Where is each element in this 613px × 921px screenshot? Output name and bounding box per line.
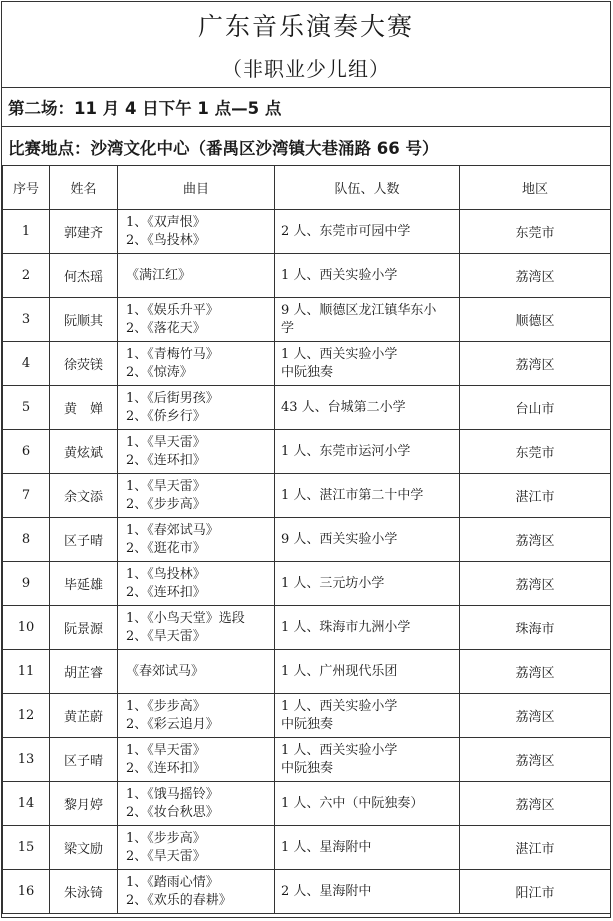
- repertoire-cell: [118, 606, 275, 650]
- table-row: [3, 650, 611, 694]
- performer-name: 何杰瑶: [50, 254, 118, 298]
- team-line: 9 人、顺德区龙江镇华东小: [281, 302, 437, 318]
- region-cell: 珠海市: [460, 606, 611, 650]
- table-row: [3, 210, 611, 254]
- repertoire-cell: [118, 562, 275, 606]
- table-body: [3, 210, 611, 914]
- repertoire-cell: [118, 518, 275, 562]
- repertoire-line: 1、《鸟投林》: [126, 566, 206, 582]
- region-cell: 阳江市: [460, 870, 611, 914]
- table-header-row: [3, 166, 611, 210]
- team-line: 1 人、西关实验小学: [281, 346, 398, 362]
- performer-name: 黄芷蔚: [50, 694, 118, 738]
- row-number: 4: [3, 342, 50, 386]
- repertoire-line: 1、《后街男孩》: [126, 390, 219, 406]
- repertoire-line: 1、《步步高》: [126, 698, 206, 714]
- region-cell: 湛江市: [460, 474, 611, 518]
- header-songs: 曲目: [118, 166, 275, 210]
- table-row: [3, 518, 611, 562]
- team-line: 2 人、东莞市可园中学: [281, 223, 411, 239]
- repertoire-line: 2、《连环扣》: [126, 452, 206, 468]
- team-line: 1 人、西关实验小学: [281, 698, 398, 714]
- repertoire-line: 1、《旱天雷》: [126, 478, 206, 494]
- repertoire-line: 1、《饿马摇铃》: [126, 786, 219, 802]
- team-cell: [275, 782, 460, 826]
- row-number: 8: [3, 518, 50, 562]
- repertoire-cell: [118, 298, 275, 342]
- team-line: 1 人、东莞市运河小学: [281, 443, 411, 459]
- region-cell: 荔湾区: [460, 738, 611, 782]
- table-row: [3, 694, 611, 738]
- row-number: 14: [3, 782, 50, 826]
- team-line: 2 人、星海附中: [281, 883, 372, 899]
- header-region: 地区: [460, 166, 611, 210]
- row-number: 2: [3, 254, 50, 298]
- table-row: [3, 606, 611, 650]
- repertoire-cell: [118, 870, 275, 914]
- page-subtitle: （非职业少儿组）: [2, 48, 610, 88]
- team-line: 中阮独奏: [281, 760, 334, 776]
- repertoire-cell: [118, 738, 275, 782]
- performer-name: 余文添: [50, 474, 118, 518]
- header-name: 姓名: [50, 166, 118, 210]
- repertoire-cell: [118, 474, 275, 518]
- repertoire-line: 2、《连环扣》: [126, 760, 206, 776]
- region-cell: 荔湾区: [460, 650, 611, 694]
- row-number: 16: [3, 870, 50, 914]
- repertoire-line: 《春郊试马》: [126, 663, 205, 679]
- region-cell: 荔湾区: [460, 518, 611, 562]
- team-line: 1 人、西关实验小学: [281, 267, 398, 283]
- page-title: 广东音乐演奏大赛: [197, 12, 414, 41]
- schedule-table: [2, 165, 611, 914]
- row-number: 13: [3, 738, 50, 782]
- header-no: 序号: [3, 166, 50, 210]
- row-number: 10: [3, 606, 50, 650]
- performer-name: 区子晴: [50, 738, 118, 782]
- repertoire-cell: [118, 782, 275, 826]
- performer-name: 区子晴: [50, 518, 118, 562]
- table-row: [3, 562, 611, 606]
- team-line: 中阮独奏: [281, 364, 334, 380]
- team-cell: [275, 738, 460, 782]
- repertoire-cell: [118, 210, 275, 254]
- performer-name: 黄 婵: [50, 386, 118, 430]
- repertoire-line: 2、《旱天雷》: [126, 848, 206, 864]
- repertoire-line: 《满江红》: [126, 267, 192, 283]
- row-number: 7: [3, 474, 50, 518]
- row-number: 6: [3, 430, 50, 474]
- repertoire-cell: [118, 694, 275, 738]
- performer-name: 阮景源: [50, 606, 118, 650]
- table-row: [3, 342, 611, 386]
- region-cell: 顺德区: [460, 298, 611, 342]
- repertoire-line: 1、《青梅竹马》: [126, 346, 219, 362]
- team-line: 学: [281, 320, 295, 336]
- team-line: 9 人、西关实验小学: [281, 531, 398, 547]
- table-row: [3, 474, 611, 518]
- region-cell: 荔湾区: [460, 694, 611, 738]
- repertoire-cell: [118, 430, 275, 474]
- session-info: 第二场：11 月 4 日下午 1 点—5 点: [8, 99, 282, 118]
- header-team: 队伍、人数: [275, 166, 460, 210]
- performer-name: 阮顺其: [50, 298, 118, 342]
- repertoire-line: 2、《步步高》: [126, 496, 206, 512]
- repertoire-line: 2、《鸟投林》: [126, 232, 206, 248]
- performer-name: 朱泳锜: [50, 870, 118, 914]
- row-number: 3: [3, 298, 50, 342]
- table-row: [3, 386, 611, 430]
- repertoire-line: 2、《侨乡行》: [126, 408, 206, 424]
- team-cell: [275, 518, 460, 562]
- region-cell: 荔湾区: [460, 782, 611, 826]
- performer-name: 梁文励: [50, 826, 118, 870]
- region-cell: 东莞市: [460, 430, 611, 474]
- row-number: 15: [3, 826, 50, 870]
- repertoire-line: 1、《旱天雷》: [126, 434, 206, 450]
- row-number: 9: [3, 562, 50, 606]
- row-number: 5: [3, 386, 50, 430]
- team-line: 1 人、广州现代乐团: [281, 663, 398, 679]
- team-line: 43 人、台城第二小学: [281, 399, 406, 415]
- team-cell: [275, 694, 460, 738]
- team-cell: [275, 386, 460, 430]
- row-number: 1: [3, 210, 50, 254]
- performer-name: 徐荧镁: [50, 342, 118, 386]
- team-cell: [275, 870, 460, 914]
- region-cell: 荔湾区: [460, 342, 611, 386]
- repertoire-line: 1、《小鸟天堂》选段: [126, 610, 245, 626]
- team-line: 中阮独奏: [281, 716, 334, 732]
- repertoire-cell: [118, 254, 275, 298]
- table-row: [3, 870, 611, 914]
- divider: [2, 126, 610, 127]
- repertoire-line: 1、《娱乐升平》: [126, 302, 219, 318]
- repertoire-line: 2、《落花天》: [126, 320, 206, 336]
- repertoire-line: 2、《妆台秋思》: [126, 804, 219, 820]
- team-cell: [275, 430, 460, 474]
- team-line: 1 人、六中（中阮独奏）: [281, 795, 424, 811]
- region-cell: 东莞市: [460, 210, 611, 254]
- table-row: [3, 430, 611, 474]
- team-cell: [275, 474, 460, 518]
- performer-name: 毕延雄: [50, 562, 118, 606]
- team-cell: [275, 606, 460, 650]
- team-cell: [275, 826, 460, 870]
- table-row: [3, 826, 611, 870]
- repertoire-line: 2、《旱天雷》: [126, 628, 206, 644]
- region-cell: 台山市: [460, 386, 611, 430]
- table-row: [3, 738, 611, 782]
- performer-name: 郭建齐: [50, 210, 118, 254]
- repertoire-line: 1、《旱天雷》: [126, 742, 206, 758]
- team-cell: [275, 298, 460, 342]
- row-number: 11: [3, 650, 50, 694]
- row-number: 12: [3, 694, 50, 738]
- region-cell: 荔湾区: [460, 254, 611, 298]
- schedule-sheet: [1, 1, 611, 918]
- repertoire-line: 2、《逛花市》: [126, 540, 206, 556]
- repertoire-line: 1、《春郊试马》: [126, 522, 219, 538]
- team-line: 1 人、珠海市九洲小学: [281, 619, 411, 635]
- team-cell: [275, 342, 460, 386]
- table-row: [3, 254, 611, 298]
- team-line: 1 人、湛江市第二十中学: [281, 487, 424, 503]
- repertoire-cell: [118, 342, 275, 386]
- team-cell: [275, 210, 460, 254]
- repertoire-cell: [118, 386, 275, 430]
- repertoire-line: 2、《欢乐的春耕》: [126, 892, 232, 908]
- team-cell: [275, 254, 460, 298]
- repertoire-cell: [118, 650, 275, 694]
- team-line: 1 人、星海附中: [281, 839, 372, 855]
- repertoire-line: 1、《双声恨》: [126, 214, 206, 230]
- team-cell: [275, 562, 460, 606]
- repertoire-cell: [118, 826, 275, 870]
- team-cell: [275, 650, 460, 694]
- team-line: 1 人、三元坊小学: [281, 575, 385, 591]
- repertoire-line: 1、《步步高》: [126, 830, 206, 846]
- table-row: [3, 298, 611, 342]
- repertoire-line: 2、《彩云追月》: [126, 716, 219, 732]
- performer-name: 胡芷睿: [50, 650, 118, 694]
- table-row: [3, 782, 611, 826]
- team-line: 1 人、西关实验小学: [281, 742, 398, 758]
- venue-info: 比赛地点：沙湾文化中心（番禺区沙湾镇大巷涌路 66 号）: [8, 139, 439, 158]
- region-cell: 湛江市: [460, 826, 611, 870]
- repertoire-line: 1、《踏雨心情》: [126, 874, 219, 890]
- region-cell: 荔湾区: [460, 562, 611, 606]
- repertoire-line: 2、《惊涛》: [126, 364, 193, 380]
- performer-name: 黎月婷: [50, 782, 118, 826]
- performer-name: 黄炫斌: [50, 430, 118, 474]
- repertoire-line: 2、《连环扣》: [126, 584, 206, 600]
